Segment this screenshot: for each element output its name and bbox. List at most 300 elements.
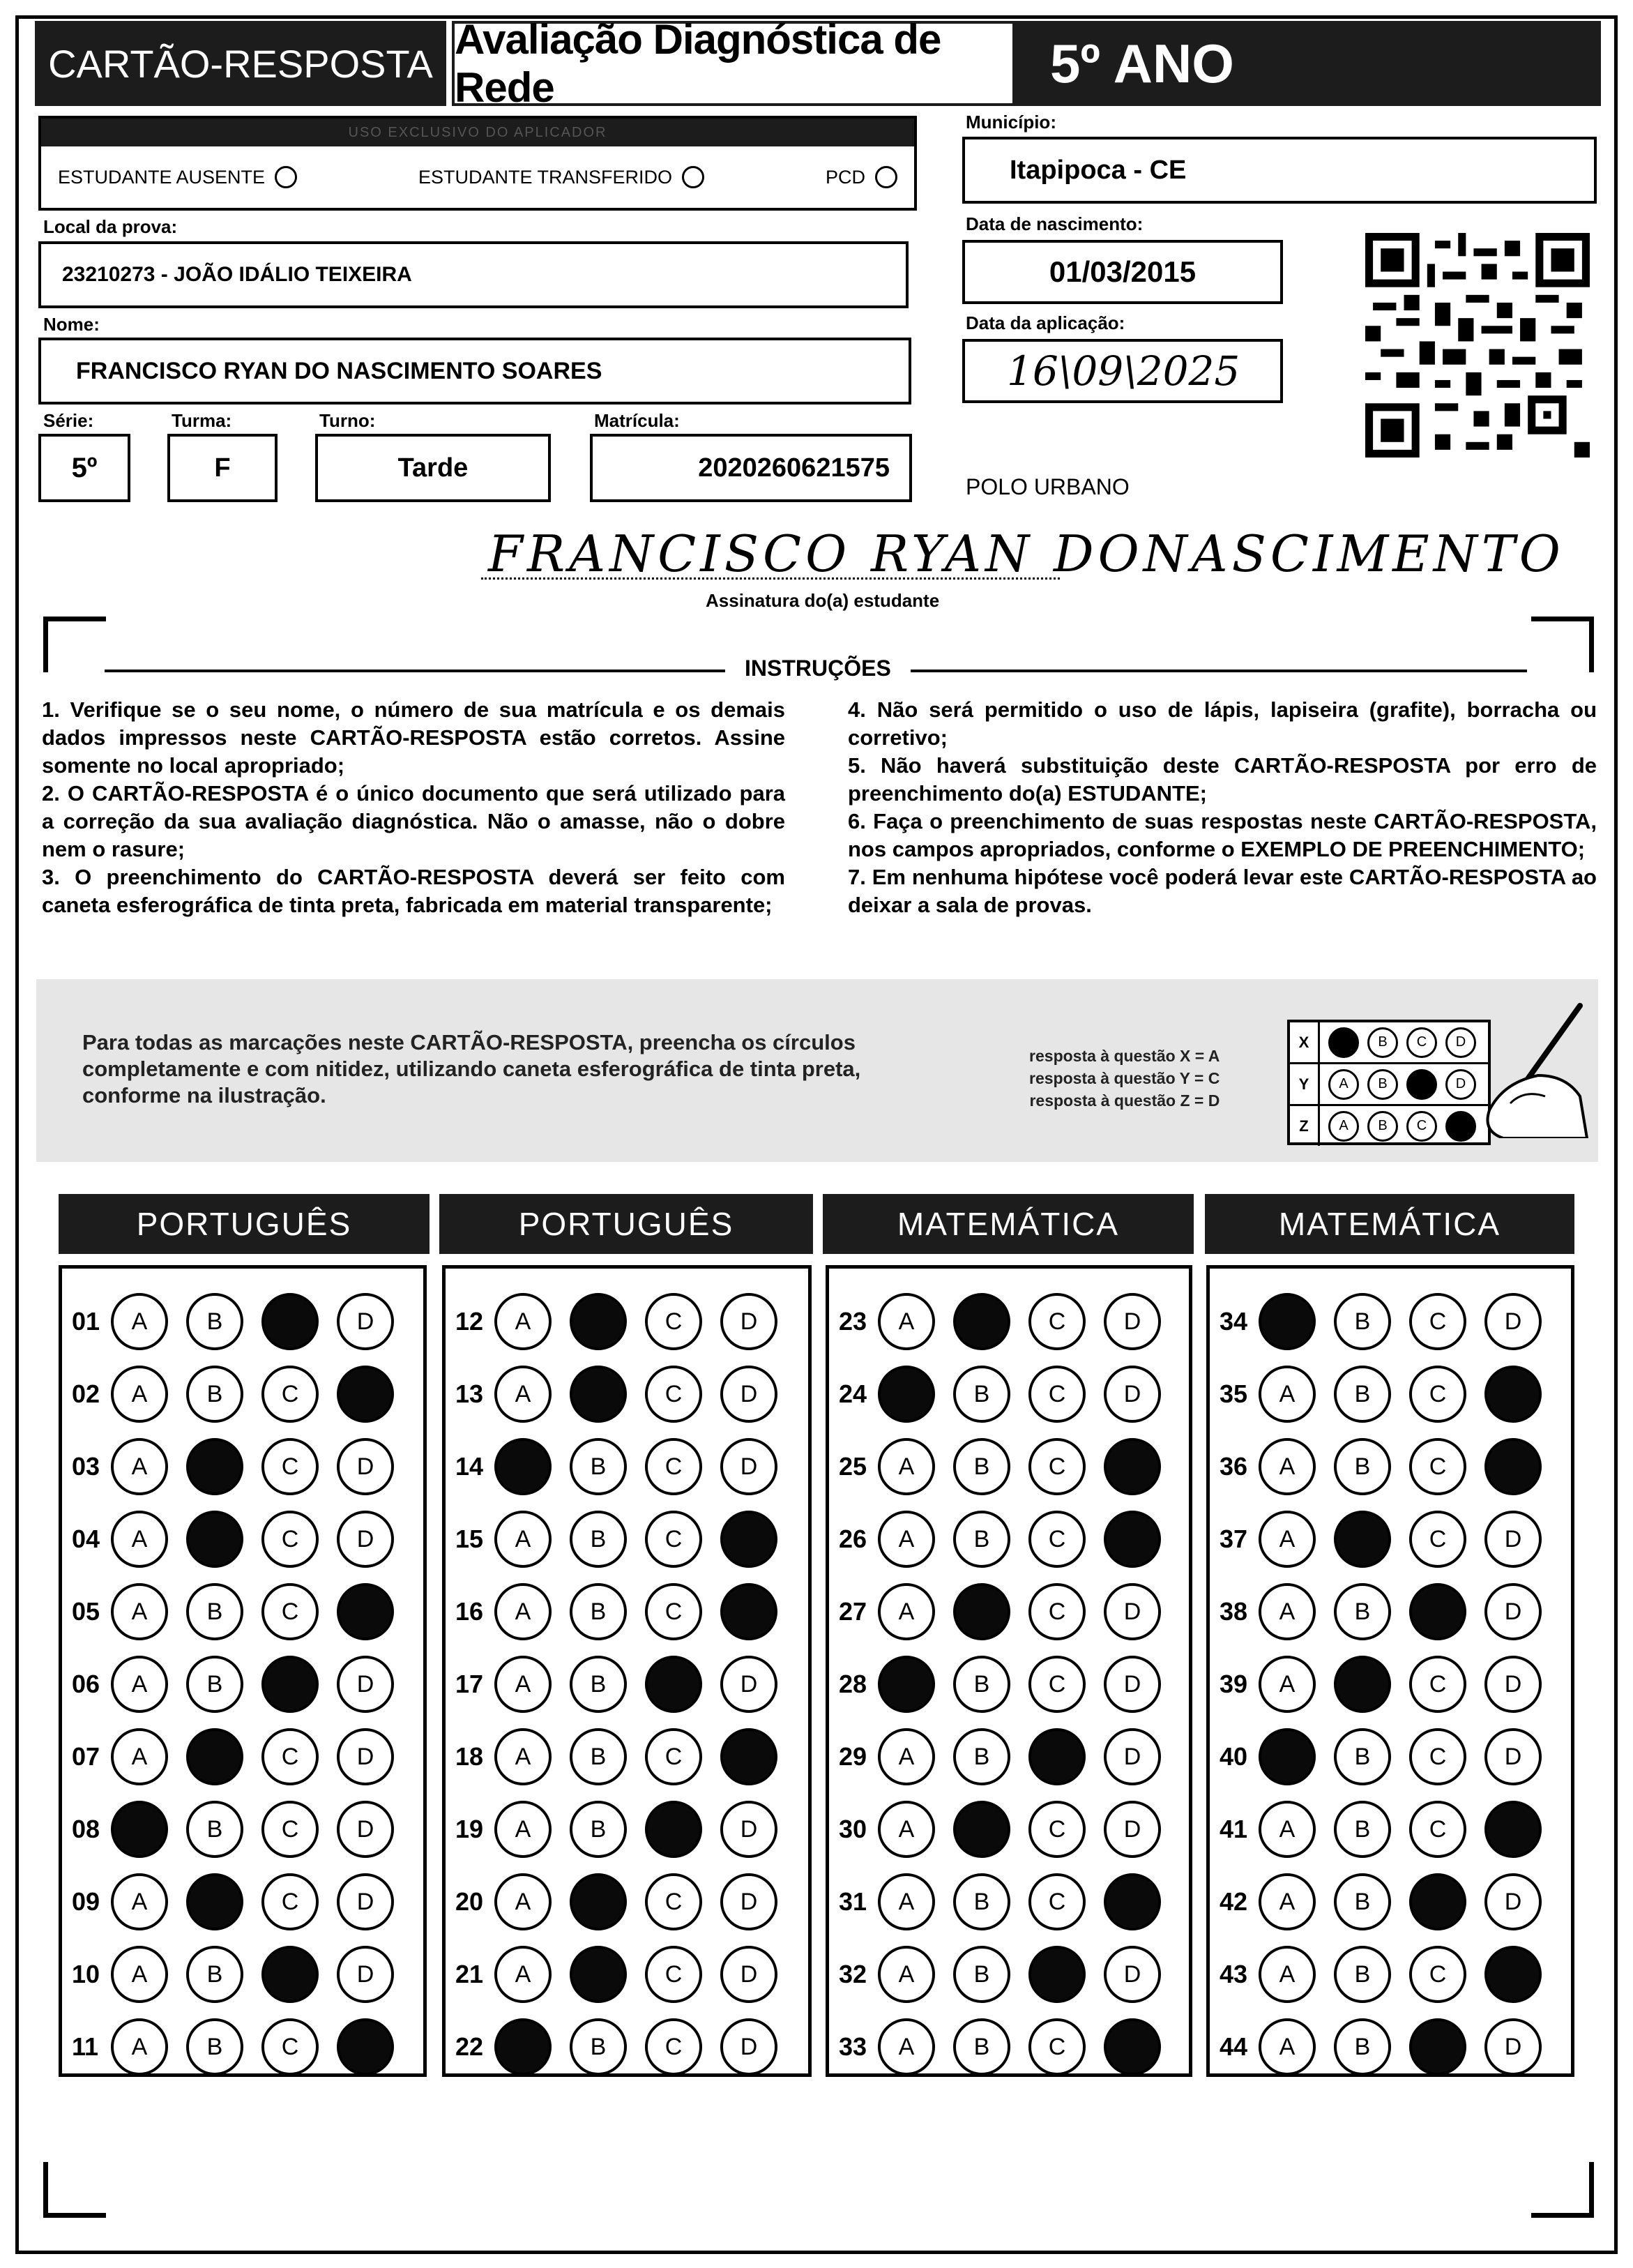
subject-header-2: PORTUGUÊS [439,1194,813,1254]
example-bubble-b: B [1367,1111,1398,1142]
question-number: 28 [839,1670,867,1698]
answer-bubble-a[interactable]: A [1259,1366,1316,1423]
example-row [1290,1106,1488,1146]
answer-bubble-b[interactable]: B [1334,1293,1391,1350]
answer-bubble-a[interactable]: A [878,1946,935,2003]
answer-bubble-b[interactable]: B [570,1873,627,1930]
answer-bubble-d[interactable]: D [720,1801,777,1858]
answer-bubble-c[interactable]: C [261,1801,319,1858]
corner-mark [1531,2162,1594,2218]
answer-bubble-a[interactable]: A [111,1366,168,1423]
question-number: 08 [72,1815,100,1843]
answer-bubble-d[interactable]: D [1104,1511,1161,1568]
example-bubble-d: D [1445,1069,1476,1100]
answer-bubble-a[interactable]: A [494,1801,552,1858]
answer-bubble-d[interactable]: D [720,1873,777,1930]
answer-bubble-c[interactable]: C [1409,1801,1466,1858]
answer-bubble-a[interactable]: A [1259,1656,1316,1713]
answer-bubble-b[interactable]: B [570,2018,627,2076]
answer-bubble-d[interactable]: D [337,1946,394,2003]
answer-bubble-a[interactable]: A [1259,1583,1316,1640]
exam-title: Avaliação Diagnóstica de Rede [452,21,1015,106]
question-number: 05 [72,1597,100,1626]
question-row [829,2013,1179,2080]
answer-panel [1206,1265,1574,2077]
application-date-label: Data da aplicação: [966,312,1125,333]
answer-bubble-c[interactable]: C [1409,1511,1466,1568]
municipio-field: Itapipoca - CE [962,137,1597,204]
answer-bubble-a[interactable]: A [111,1873,168,1930]
answer-bubble-d[interactable]: D [720,1946,777,2003]
answer-bubble-a[interactable]: A [111,1438,168,1495]
answer-bubble-d[interactable]: D [337,1801,394,1858]
instructions-title: INSTRUÇÕES [725,656,911,681]
corner-mark [43,2162,106,2218]
subject-header-4: MATEMÁTICA [1205,1194,1574,1254]
answer-bubble-b[interactable]: B [1334,1583,1391,1640]
answer-bubble-d[interactable]: D [1484,1656,1542,1713]
answer-bubble-c[interactable]: C [1409,1583,1466,1640]
answer-bubble-b[interactable]: B [186,1293,243,1350]
question-row [1210,1506,1560,1573]
answer-bubble-b[interactable]: B [1334,1438,1391,1495]
answer-bubble-b[interactable]: B [570,1511,627,1568]
answer-bubble-b[interactable]: B [186,1438,243,1495]
answer-bubble-b[interactable]: B [953,1801,1010,1858]
answer-bubble-d[interactable]: D [1484,1583,1542,1640]
answer-bubble-c[interactable]: C [261,1511,319,1568]
answer-bubble-b[interactable]: B [1334,1873,1391,1930]
instruction-item: 2. O CARTÃO-RESPOSTA é o único documento que será utilizado para a correção da sua avaliação diagnóstica. Não o amasse, não o dobre nem o rasure; [42,781,785,861]
answer-bubble-a[interactable]: A [111,1801,168,1858]
answer-bubble-b[interactable]: B [1334,1656,1391,1713]
example-bubble-c: C [1406,1111,1437,1142]
answer-bubble-d[interactable]: D [1104,1873,1161,1930]
status-absent[interactable] [58,166,297,188]
answer-bubble-d[interactable]: D [1104,1946,1161,2003]
answer-bubble-b[interactable]: B [1334,2018,1391,2076]
answer-bubble-c[interactable]: C [645,1656,702,1713]
answer-bubble-d[interactable]: D [337,1438,394,1495]
example-legend [1029,1045,1220,1112]
answer-bubble-a[interactable]: A [1259,1873,1316,1930]
question-number: 04 [72,1525,100,1553]
answer-bubble-a[interactable]: A [111,1728,168,1785]
answer-bubble-b[interactable]: B [186,1728,243,1785]
question-number: 24 [839,1379,867,1408]
answer-bubble-a[interactable]: A [494,1873,552,1930]
question-row [1210,1288,1560,1355]
answer-bubble-c[interactable]: C [1409,2018,1466,2076]
answer-bubble-b[interactable]: B [186,1946,243,2003]
answer-bubble-c[interactable]: C [645,1438,702,1495]
answer-bubble-d[interactable]: D [1104,1366,1161,1423]
answer-bubble-a[interactable]: A [1259,1293,1316,1350]
question-row [829,1361,1179,1428]
qr-code-icon [1365,233,1590,458]
corner-mark [43,617,106,672]
turno-label: Turno: [319,410,376,431]
answer-bubble-c[interactable]: C [1028,1366,1086,1423]
answer-bubble-c[interactable]: C [1028,1438,1086,1495]
question-row [446,2013,796,2080]
question-row [1210,1433,1560,1500]
question-number: 36 [1220,1452,1248,1481]
answer-bubble-d[interactable]: D [337,1293,394,1350]
answer-bubble-c[interactable]: C [1409,1293,1466,1350]
answer-bubble-b[interactable]: B [953,1366,1010,1423]
question-row [62,1868,412,1935]
answer-bubble-a[interactable]: A [111,2018,168,2076]
answer-bubble-a[interactable]: A [494,1946,552,2003]
answer-bubble-d[interactable]: D [337,1873,394,1930]
answer-bubble-a[interactable]: A [494,1728,552,1785]
birth-field: 01/03/2015 [962,240,1283,304]
answer-bubble-d[interactable]: D [1104,1293,1161,1350]
question-row [1210,1796,1560,1863]
question-number: 03 [72,1452,100,1481]
question-row [446,1941,796,2008]
answer-bubble-c[interactable]: C [1409,1438,1466,1495]
question-number: 25 [839,1452,867,1481]
example-bubble-d: D [1445,1111,1476,1142]
answer-bubble-d[interactable]: D [337,1511,394,1568]
answer-bubble-a[interactable]: A [111,1511,168,1568]
answer-bubble-b[interactable]: B [953,1728,1010,1785]
question-row [446,1288,796,1355]
question-row [829,1288,1179,1355]
answer-bubble-b[interactable]: B [953,1438,1010,1495]
answer-bubble-d[interactable]: D [1104,1438,1161,1495]
instruction-item: 5. Não haverá substituição deste CARTÃO-RESPOSTA por erro de preenchimento do(a) ESTUDANTE; [848,753,1597,806]
answer-bubble-b[interactable]: B [570,1438,627,1495]
question-row [446,1651,796,1718]
answer-bubble-b[interactable]: B [570,1366,627,1423]
answer-bubble-d[interactable]: D [720,2018,777,2076]
answer-bubble-c[interactable]: C [1409,1656,1466,1713]
question-number: 14 [455,1452,484,1481]
answer-bubble-c[interactable]: C [645,1366,702,1423]
answer-bubble-c[interactable]: C [1409,1728,1466,1785]
answer-bubble-b[interactable]: B [570,1728,627,1785]
question-number: 31 [839,1887,867,1916]
answer-bubble-d[interactable]: D [337,1728,394,1785]
answer-bubble-b[interactable]: B [953,1873,1010,1930]
question-number: 12 [455,1307,484,1336]
question-number: 41 [1220,1815,1248,1843]
answer-panel [826,1265,1192,2077]
applicator-band: USO EXCLUSIVO DO APLICADOR [41,119,914,146]
municipio-label: Município: [966,112,1056,133]
absent-radio[interactable] [275,166,297,188]
turno-field: Tarde [315,434,551,502]
answer-bubble-b[interactable]: B [186,1366,243,1423]
answer-bubble-b[interactable]: B [570,1656,627,1713]
answer-bubble-c[interactable]: C [645,1583,702,1640]
example-row-label: Z [1290,1106,1320,1146]
signature-caption: Assinatura do(a) estudante [706,590,940,611]
answer-bubble-b[interactable]: B [186,1583,243,1640]
status-transferred[interactable] [418,166,704,188]
answer-bubble-d[interactable]: D [1484,1946,1542,2003]
grade-label: 5º ANO [1015,21,1601,106]
question-row [1210,2013,1560,2080]
answer-bubble-c[interactable]: C [1028,1946,1086,2003]
question-number: 21 [455,1960,484,1988]
answer-bubble-d[interactable]: D [337,1656,394,1713]
example-bubble-a: A [1328,1069,1359,1100]
answer-bubble-c[interactable]: C [261,1366,319,1423]
answer-bubble-c[interactable]: C [261,1873,319,1930]
name-label: Nome: [43,314,100,335]
signature-line [481,577,1060,580]
question-row [62,1941,412,2008]
answer-bubble-a[interactable]: A [878,2018,935,2076]
answer-bubble-a[interactable]: A [1259,1511,1316,1568]
answer-bubble-c[interactable]: C [1028,1583,1086,1640]
answer-bubble-c[interactable]: C [261,1293,319,1350]
question-row [829,1723,1179,1790]
answer-bubble-d[interactable]: D [337,2018,394,2076]
answer-bubble-a[interactable]: A [878,1438,935,1495]
answer-bubble-c[interactable]: C [645,1511,702,1568]
question-row [1210,1868,1560,1935]
answer-bubble-c[interactable]: C [1028,1728,1086,1785]
example-bubble-a: A [1328,1111,1359,1142]
turma-label: Turma: [172,410,232,431]
answer-bubble-a[interactable]: A [494,1583,552,1640]
answer-bubble-c[interactable]: C [1028,2018,1086,2076]
instruction-item: 3. O preenchimento do CARTÃO-RESPOSTA deverá ser feito com caneta esferográfica de tinta preta, fabricada em material transparente; [42,865,785,917]
answer-bubble-a[interactable]: A [878,1656,935,1713]
example-row-label: X [1290,1022,1320,1062]
answer-bubble-b[interactable]: B [570,1946,627,2003]
question-number: 23 [839,1307,867,1336]
answer-bubble-d[interactable]: D [1104,1801,1161,1858]
question-row [62,2013,412,2080]
answer-bubble-d[interactable]: D [720,1728,777,1785]
answer-bubble-b[interactable]: B [186,1511,243,1568]
subject-header-3: MATEMÁTICA [823,1194,1194,1254]
answer-bubble-c[interactable]: C [1028,1656,1086,1713]
answer-bubble-a[interactable]: A [494,2018,552,2076]
question-row [446,1506,796,1573]
answer-bubble-a[interactable]: A [878,1583,935,1640]
question-number: 37 [1220,1525,1248,1553]
answer-bubble-d[interactable]: D [1484,1293,1542,1350]
answer-bubble-c[interactable]: C [261,1656,319,1713]
answer-bubble-a[interactable]: A [494,1656,552,1713]
example-bubble-d: D [1445,1027,1476,1058]
question-number: 10 [72,1960,100,1988]
answer-bubble-a[interactable]: A [494,1438,552,1495]
status-pcd-label: PCD [825,166,865,188]
pcd-radio[interactable] [875,166,897,188]
answer-bubble-a[interactable]: A [494,1366,552,1423]
example-legend-item: resposta à questão X = A [1029,1047,1220,1065]
question-number: 19 [455,1815,484,1843]
question-number: 30 [839,1815,867,1843]
answer-bubble-b[interactable]: B [1334,1728,1391,1785]
example-bubble-c: C [1406,1027,1437,1058]
example-grid [1287,1020,1491,1145]
answer-bubble-b[interactable]: B [953,1656,1010,1713]
answer-bubble-b[interactable]: B [570,1293,627,1350]
answer-bubble-c[interactable]: C [261,1583,319,1640]
answer-bubble-b[interactable]: B [1334,1801,1391,1858]
answer-bubble-c[interactable]: C [261,1946,319,2003]
question-row [62,1723,412,1790]
question-row [1210,1361,1560,1428]
answer-bubble-a[interactable]: A [1259,1438,1316,1495]
answer-bubble-d[interactable]: D [1484,1873,1542,1930]
answer-bubble-b[interactable]: B [953,1511,1010,1568]
answer-bubble-c[interactable]: C [645,1728,702,1785]
answer-bubble-a[interactable]: A [878,1511,935,1568]
answer-bubble-a[interactable]: A [878,1293,935,1350]
answer-bubble-d[interactable]: D [1484,1438,1542,1495]
answer-bubble-a[interactable]: A [111,1583,168,1640]
answer-bubble-a[interactable]: A [494,1293,552,1350]
answer-bubble-a[interactable]: A [494,1511,552,1568]
answer-bubble-b[interactable]: B [1334,1366,1391,1423]
hand-pen-icon [1461,999,1594,1138]
answer-bubble-c[interactable]: C [261,1438,319,1495]
answer-bubble-c[interactable]: C [261,1728,319,1785]
answer-bubble-a[interactable]: A [878,1728,935,1785]
example-legend-item: resposta à questão Z = D [1029,1091,1220,1110]
example-row-label: Y [1290,1064,1320,1104]
question-number: 06 [72,1670,100,1698]
answer-bubble-a[interactable]: A [1259,1801,1316,1858]
question-number: 32 [839,1960,867,1988]
question-row [446,1578,796,1645]
question-row [829,1941,1179,2008]
question-number: 27 [839,1597,867,1626]
answer-bubble-d[interactable]: D [1484,1801,1542,1858]
answer-bubble-d[interactable]: D [1104,1583,1161,1640]
birth-label: Data de nascimento: [966,213,1144,234]
answer-bubble-d[interactable]: D [720,1366,777,1423]
answer-bubble-b[interactable]: B [186,1656,243,1713]
answer-bubble-a[interactable]: A [1259,1728,1316,1785]
answer-bubble-d[interactable]: D [1484,1728,1542,1785]
serie-field: 5º [38,434,130,502]
answer-bubble-a[interactable]: A [1259,2018,1316,2076]
answer-bubble-a[interactable]: A [1259,1946,1316,2003]
answer-bubble-b[interactable]: B [953,1293,1010,1350]
example-text: Para todas as marcações neste CARTÃO-RESPOSTA, preencha os círculos completamente e com nitidez, utilizando caneta esferográfica de tinta preta, conforme na ilustração. [82,1030,861,1107]
question-row [446,1868,796,1935]
application-date-field[interactable]: 16\09\2025 [962,339,1283,403]
answer-bubble-c[interactable]: C [645,1946,702,2003]
answer-bubble-a[interactable]: A [111,1656,168,1713]
instructions-left [42,696,785,919]
question-row [829,1506,1179,1573]
answer-bubble-b[interactable]: B [570,1801,627,1858]
status-absent-label: ESTUDANTE AUSENTE [58,166,266,188]
answer-bubble-b[interactable]: B [186,1873,243,1930]
answer-bubble-d[interactable]: D [720,1511,777,1568]
answer-bubble-c[interactable]: C [1028,1801,1086,1858]
question-row [829,1868,1179,1935]
answer-bubble-a[interactable]: A [111,1946,168,2003]
answer-bubble-d[interactable]: D [337,1366,394,1423]
example-bubble-c: C [1406,1069,1437,1100]
question-row [62,1288,412,1355]
answer-bubble-c[interactable]: C [1409,1366,1466,1423]
answer-bubble-b[interactable]: B [1334,1511,1391,1568]
answer-bubble-c[interactable]: C [261,2018,319,2076]
answer-bubble-c[interactable]: C [645,1873,702,1930]
answer-panel [442,1265,812,2077]
question-number: 42 [1220,1887,1248,1916]
answer-bubble-c[interactable]: C [1409,1946,1466,2003]
question-row [1210,1578,1560,1645]
answer-bubble-a[interactable]: A [878,1873,935,1930]
answer-bubble-d[interactable]: D [1104,2018,1161,2076]
answer-bubble-b[interactable]: B [953,2018,1010,2076]
answer-bubble-a[interactable]: A [111,1293,168,1350]
answer-bubble-d[interactable]: D [720,1293,777,1350]
answer-bubble-d[interactable]: D [337,1583,394,1640]
answer-bubble-d[interactable]: D [1484,1511,1542,1568]
answer-bubble-a[interactable]: A [878,1801,935,1858]
answer-bubble-d[interactable]: D [1104,1656,1161,1713]
answer-bubble-d[interactable]: D [720,1583,777,1640]
question-row [829,1578,1179,1645]
answer-bubble-b[interactable]: B [1334,1946,1391,2003]
answer-bubble-c[interactable]: C [1028,1293,1086,1350]
answer-bubble-d[interactable]: D [720,1438,777,1495]
question-row [446,1433,796,1500]
question-number: 01 [72,1307,100,1336]
status-pcd[interactable] [826,166,897,188]
answer-bubble-d[interactable]: D [1484,2018,1542,2076]
signature[interactable]: FRANCISCO RYAN DONASCIMENTO [488,524,1565,583]
answer-bubble-d[interactable]: D [720,1656,777,1713]
answer-bubble-b[interactable]: B [570,1583,627,1640]
answer-bubble-b[interactable]: B [953,1583,1010,1640]
transferred-radio[interactable] [682,166,704,188]
answer-bubble-a[interactable]: A [878,1366,935,1423]
question-number: 26 [839,1525,867,1553]
serie-label: Série: [43,410,94,431]
answer-bubble-b[interactable]: B [186,1801,243,1858]
answer-bubble-b[interactable]: B [953,1946,1010,2003]
question-row [446,1796,796,1863]
answer-bubble-d[interactable]: D [1104,1728,1161,1785]
answer-bubble-c[interactable]: C [1028,1873,1086,1930]
answer-bubble-c[interactable]: C [645,1293,702,1350]
question-row [62,1651,412,1718]
question-number: 07 [72,1742,100,1771]
answer-bubble-b[interactable]: B [186,2018,243,2076]
question-row [62,1796,412,1863]
answer-bubble-d[interactable]: D [1484,1366,1542,1423]
question-row [829,1433,1179,1500]
question-number: 22 [455,2032,484,2061]
answer-bubble-c[interactable]: C [1028,1511,1086,1568]
answer-bubble-c[interactable]: C [1409,1873,1466,1930]
answer-bubble-c[interactable]: C [645,2018,702,2076]
question-number: 13 [455,1379,484,1408]
question-row [1210,1651,1560,1718]
question-row [62,1506,412,1573]
local-label: Local da prova: [43,216,178,237]
question-number: 34 [1220,1307,1248,1336]
answer-bubble-c[interactable]: C [645,1801,702,1858]
